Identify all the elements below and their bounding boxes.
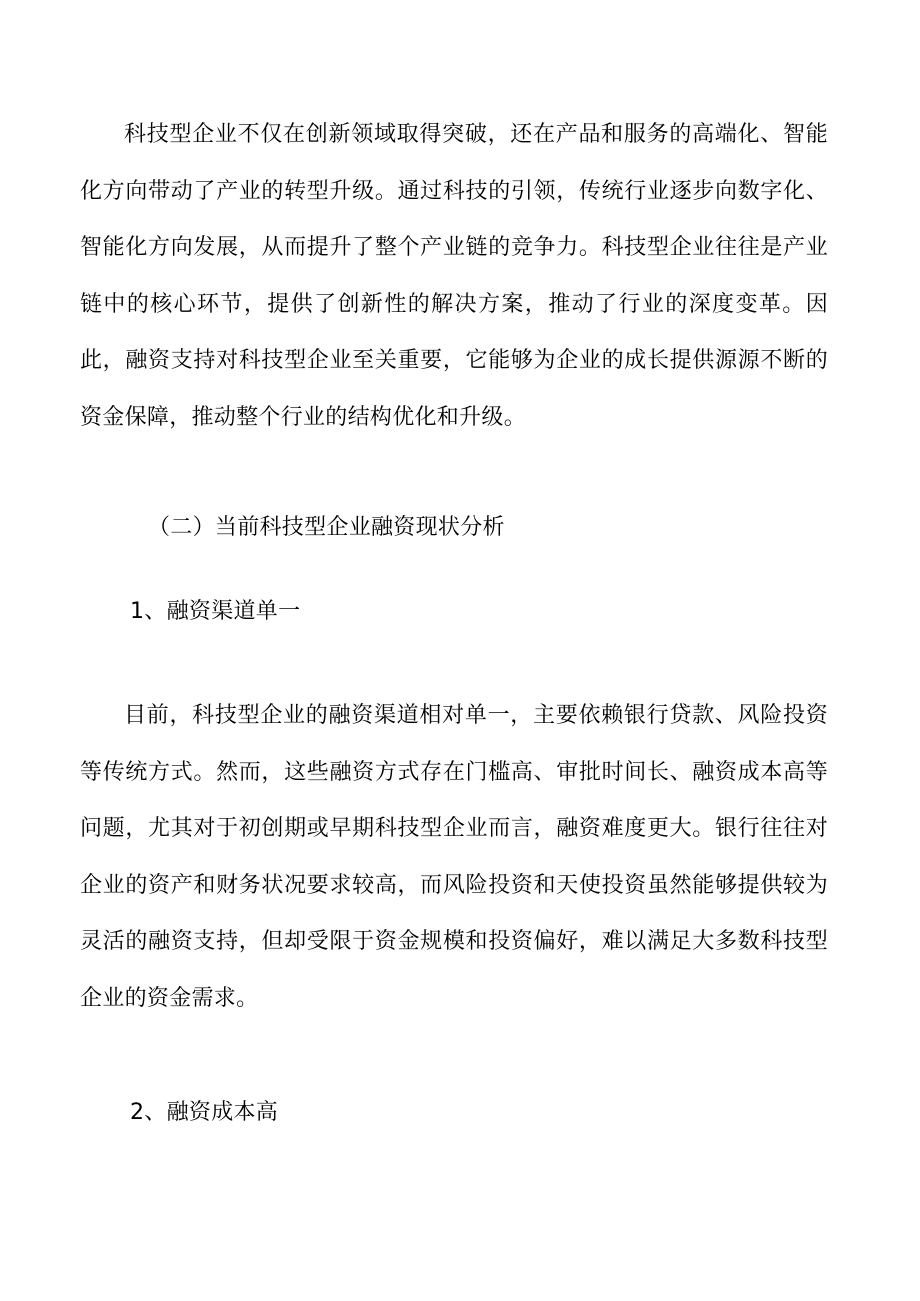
subsection-heading: 2、融资成本高 <box>130 1100 279 1125</box>
section-heading: （二）当前科技型企业融资现状分析 <box>148 515 505 540</box>
subsection-heading: 1、融资渠道单一 <box>130 599 301 624</box>
body-paragraph: 目前，科技型企业的融资渠道相对单一，主要依赖银行贷款、风险投资等传统方式。然而，这些融资方式存在门槛高、审批时间长、融资成本高等问题，尤其对于初创期或早期科技型企业而言，融资难度更大。银行往往对企业的资产和财务状况要求较高，而风险投资和天使投资虽然能够提供较为灵活的融资支持，但却受限于资金规模和投资偏好，难以满足大多数科技型企业的资金需求。 <box>80 703 828 1011</box>
body-paragraph: 科技型企业不仅在创新领域取得突破，还在产品和服务的高端化、智能化方向带动了产业的转型升级。通过科技的引领，传统行业逐步向数字化、智能化方向发展，从而提升了整个产业链的竞争力。科技型企业往往是产业链中的核心环节，提供了创新性的解决方案，推动了行业的深度变革。因此，融资支持对科技型企业至关重要，它能够为企业的成长提供源源不断的资金保障，推动整个行业的结构优化和升级。 <box>80 122 828 430</box>
